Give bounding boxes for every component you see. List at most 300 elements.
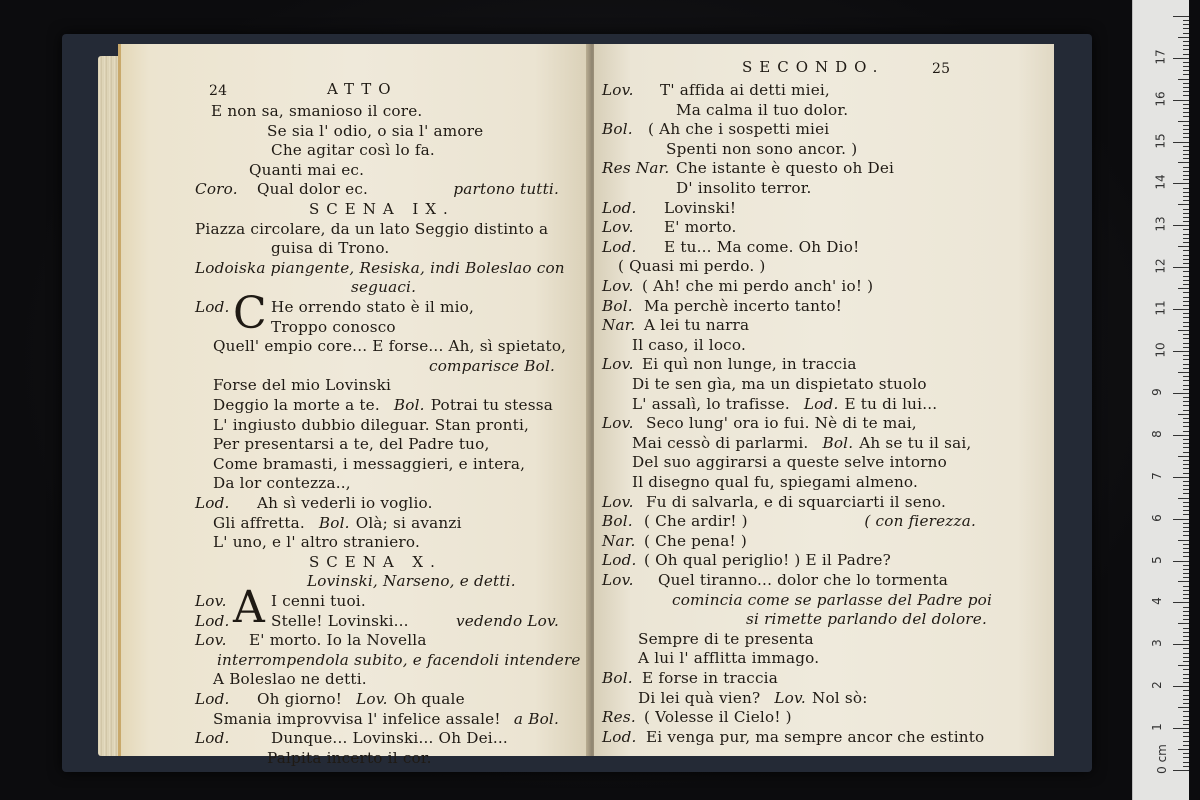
ruler-tick <box>1183 573 1189 574</box>
speaker-label: Lod. <box>602 237 637 256</box>
ruler-tick <box>1183 443 1189 444</box>
stage-direction: ( con fierezza. <box>864 512 976 531</box>
ruler-tick <box>1178 707 1189 708</box>
ruler-tick <box>1183 741 1189 742</box>
ruler-tick <box>1183 301 1189 302</box>
speaker-label: Nar. <box>602 531 636 550</box>
ruler-tick <box>1183 594 1189 595</box>
ruler-number: 5 <box>1149 555 1164 564</box>
ruler-tick <box>1183 238 1189 239</box>
speaker-label: Bol. <box>602 512 633 531</box>
stage-direction: seguaci. <box>351 278 417 297</box>
ruler-tick <box>1183 74 1189 75</box>
ruler-tick <box>1183 720 1189 721</box>
ruler-tick <box>1183 297 1189 298</box>
ruler-tick <box>1183 137 1189 138</box>
ruler-tick <box>1178 498 1189 499</box>
ruler-tick <box>1183 674 1189 675</box>
verse-line: Ah se tu il sai, <box>859 433 972 452</box>
ruler-tick <box>1183 347 1189 348</box>
ruler-tick <box>1173 519 1189 520</box>
ruler-tick <box>1183 221 1189 222</box>
ruler-tick <box>1183 661 1189 662</box>
ruler-tick <box>1183 410 1189 411</box>
verse-line: Forse del mio Lovinski <box>213 376 392 395</box>
verse-line: Che agitar così lo fa. <box>271 141 435 160</box>
verse-line: ( Ah! che mi perdo anch' io! ) <box>642 277 874 295</box>
verse-line: Come bramasti, i messaggieri, e intera, <box>213 454 526 473</box>
verse-line: Che istante è questo oh Dei <box>676 159 895 178</box>
ruler-tick <box>1183 154 1189 155</box>
ruler-tick <box>1183 338 1189 339</box>
ruler-tick <box>1173 477 1189 478</box>
verse-line: Di lei quà vien? <box>638 688 761 707</box>
ruler-tick <box>1183 745 1189 746</box>
ruler-tick <box>1183 724 1189 725</box>
verse-line: Da lor contezza.., <box>213 474 351 493</box>
verse-line: Ei venga pur, ma sempre ancor che estinto <box>646 727 985 746</box>
ruler-tick <box>1178 414 1189 415</box>
verse-line: A lei tu narra <box>644 316 750 335</box>
ruler-tick <box>1183 158 1189 159</box>
ruler-tick <box>1173 225 1189 226</box>
ruler-tick <box>1183 736 1189 737</box>
ruler-tick <box>1178 330 1189 331</box>
ruler-tick <box>1183 699 1189 700</box>
speaker-label: Bol. <box>822 433 854 452</box>
ruler-number: 7 <box>1149 471 1164 480</box>
ruler-tick <box>1183 95 1189 96</box>
ruler-tick <box>1183 397 1189 398</box>
ruler-tick <box>1183 255 1189 256</box>
ruler-tick <box>1183 83 1189 84</box>
ruler-tick <box>1173 183 1189 184</box>
ruler-tick <box>1183 757 1189 758</box>
speaker-label: Bol. <box>602 120 633 139</box>
speaker-label: Lov. <box>356 690 388 708</box>
ruler-number: 17 <box>1153 49 1168 65</box>
ruler-unit-label: 0 cm <box>1154 744 1169 774</box>
ruler-tick <box>1178 288 1189 289</box>
ruler-tick <box>1173 644 1189 645</box>
ruler-tick <box>1178 749 1189 750</box>
ruler-tick <box>1183 326 1189 327</box>
right-page <box>594 44 1054 756</box>
ruler-tick <box>1183 703 1189 704</box>
ruler-tick <box>1183 569 1189 570</box>
ruler-tick <box>1183 468 1189 469</box>
ruler-tick <box>1178 162 1189 163</box>
stage-direction: partono tutti. <box>453 180 559 199</box>
page-number: 24 <box>209 83 228 99</box>
verse-line: Quanti mai ec. <box>249 160 365 179</box>
verse-line: Olà; si avanzi <box>355 513 462 532</box>
stage-direction: Lodoiska piangente, Resiska, indi Boleslao con <box>195 258 565 277</box>
speaker-label: Lod. <box>195 494 230 512</box>
verse-line: Ei quì non lunge, in traccia <box>642 355 857 374</box>
ruler-tick <box>1173 16 1189 17</box>
ruler-tick <box>1183 213 1189 214</box>
drop-cap: C <box>233 288 267 339</box>
ruler-tick <box>1183 305 1189 306</box>
speaker-label: Lov. <box>195 631 227 650</box>
ruler-tick <box>1183 271 1189 272</box>
verse-line: L' ingiusto dubbio dileguar. Stan pronti, <box>213 415 530 434</box>
ruler-tick <box>1183 229 1189 230</box>
verse-line: Di te sen gìa, ma un dispietato stuolo <box>632 375 927 393</box>
ruler-tick <box>1183 334 1189 335</box>
ruler-tick <box>1183 439 1189 440</box>
ruler-tick <box>1173 351 1189 352</box>
verse-line: Seco lung' ora io fui. Nè di te mai, <box>646 414 917 433</box>
verse-line: Il disegno qual fu, spiegami almeno. <box>632 473 919 491</box>
ruler-tick <box>1183 506 1189 507</box>
verse-line: Ma perchè incerto tanto! <box>644 296 843 315</box>
stage-direction: interrompendola subito, e facendoli intendere <box>217 650 581 669</box>
ruler-tick <box>1183 355 1189 356</box>
ruler-tick <box>1183 217 1189 218</box>
ruler-tick <box>1183 259 1189 260</box>
verse-line: Lovinski! <box>664 198 737 217</box>
ruler-tick <box>1183 422 1189 423</box>
running-head: ATTO <box>327 80 398 98</box>
verse-line: Qual dolor ec. <box>257 180 369 199</box>
verse-line: Sempre di te presenta <box>638 629 814 648</box>
ruler-tick <box>1183 678 1189 679</box>
ruler-tick <box>1183 41 1189 42</box>
ruler-tick <box>1183 762 1189 763</box>
verse-line: Oh quale <box>393 690 465 708</box>
verse-line: Del suo aggirarsi a queste selve intorno <box>632 453 947 472</box>
ruler-tick <box>1183 200 1189 201</box>
ruler-tick <box>1183 87 1189 88</box>
verse-line: ( Volesse il Cielo! ) <box>644 708 792 727</box>
ruler-tick <box>1183 292 1189 293</box>
ruler-tick <box>1183 489 1189 490</box>
speaker-label: Nar. <box>602 316 636 335</box>
ruler-number: 4 <box>1149 597 1164 606</box>
ruler-tick <box>1173 309 1189 310</box>
ruler-tick <box>1183 611 1189 612</box>
speaker-label: Lov. <box>602 492 634 511</box>
speaker-label: Bol. <box>602 669 633 687</box>
verse-line: ( Ah che i sospetti miei <box>648 120 830 139</box>
ruler-tick <box>1183 565 1189 566</box>
ruler-tick <box>1183 125 1189 126</box>
ruler-tick <box>1183 209 1189 210</box>
ruler-tick <box>1183 753 1189 754</box>
speaker-label: Lov. <box>602 571 634 589</box>
verse-line: Se sia l' odio, o sia l' amore <box>267 121 484 140</box>
verse-line: Gli affretta. <box>213 513 305 532</box>
ruler-tick <box>1183 523 1189 524</box>
ruler-tick <box>1183 452 1189 453</box>
ruler-tick <box>1183 276 1189 277</box>
verse-line: Ah sì vederli io voglio. <box>257 494 433 512</box>
ruler-tick <box>1178 665 1189 666</box>
speaker-label: Lod. <box>195 611 230 630</box>
verse-line: Palpita incerto il cor. <box>267 748 432 767</box>
ruler-number: 10 <box>1153 342 1168 358</box>
ruler-tick <box>1183 280 1189 281</box>
ruler-tick <box>1183 133 1189 134</box>
page-number: 25 <box>932 61 951 77</box>
ruler-tick <box>1173 267 1189 268</box>
ruler-tick <box>1173 393 1189 394</box>
ruler-tick <box>1183 732 1189 733</box>
ruler-tick <box>1183 70 1189 71</box>
ruler-tick <box>1178 456 1189 457</box>
verse-line: Mai cessò di parlarmi. <box>632 433 809 452</box>
ruler-tick <box>1178 623 1189 624</box>
ruler-tick <box>1183 343 1189 344</box>
speaker-label: Lov. <box>602 277 634 295</box>
ruler-tick <box>1183 447 1189 448</box>
ruler-tick <box>1183 632 1189 633</box>
ruler-tick <box>1173 142 1189 143</box>
running-head: SECONDO. <box>742 58 885 76</box>
ruler-tick <box>1183 49 1189 50</box>
verse-line: Spenti non sono ancor. ) <box>666 139 858 158</box>
ruler-tick <box>1183 192 1189 193</box>
left-page <box>118 44 591 767</box>
ruler-tick <box>1183 628 1189 629</box>
speaker-label: Res. <box>602 708 636 727</box>
ruler-tick <box>1183 167 1189 168</box>
ruler-tick <box>1183 368 1189 369</box>
ruler-tick <box>1178 246 1189 247</box>
verse-line: Stelle! Lovinski... <box>271 611 409 630</box>
verse-line: Smania improvvisa l' infelice assale! <box>213 709 501 728</box>
ruler-tick <box>1183 653 1189 654</box>
ruler-tick <box>1178 540 1189 541</box>
ruler-tick <box>1183 317 1189 318</box>
ruler-tick <box>1183 179 1189 180</box>
stage-direction: vedendo Lov. <box>456 611 559 630</box>
ruler-tick <box>1183 150 1189 151</box>
ruler-tick <box>1183 359 1189 360</box>
speaker-label: Lov. <box>774 688 806 707</box>
ruler-tick <box>1183 250 1189 251</box>
ruler-tick <box>1183 234 1189 235</box>
ruler-tick <box>1173 602 1189 603</box>
ruler-number: 13 <box>1153 216 1168 232</box>
ruler-tick <box>1183 598 1189 599</box>
ruler-tick <box>1173 728 1189 729</box>
ruler-tick <box>1183 615 1189 616</box>
verse-line: Deggio la morte a te. <box>213 396 380 414</box>
ruler-number: 6 <box>1149 513 1164 522</box>
verse-line: D' insolito terror. <box>676 179 812 197</box>
ruler-tick <box>1183 385 1189 386</box>
speaker-label: Bol. <box>318 513 350 532</box>
ruler-tick <box>1178 372 1189 373</box>
ruler-tick <box>1183 695 1189 696</box>
ruler-tick <box>1183 104 1189 105</box>
ruler-tick <box>1183 460 1189 461</box>
stage-direction: si rimette parlando del dolore. <box>746 610 987 629</box>
speaker-label: Lod. <box>602 198 637 217</box>
ruler-tick <box>1183 648 1189 649</box>
ruler-tick <box>1183 619 1189 620</box>
verse-line: A Boleslao ne detti. <box>213 670 367 689</box>
ruler-tick <box>1183 171 1189 172</box>
ruler-tick <box>1183 263 1189 264</box>
ruler-tick <box>1178 204 1189 205</box>
ruler-number: 15 <box>1153 132 1168 149</box>
speaker-label: Lod. <box>195 298 230 316</box>
ruler-tick <box>1183 586 1189 587</box>
ruler-tick <box>1183 640 1189 641</box>
ruler-tick <box>1183 548 1189 549</box>
ruler-tick <box>1183 108 1189 109</box>
verse-line: Nol sò: <box>811 688 868 707</box>
ruler-tick <box>1183 20 1189 21</box>
verse-line: E non sa, smanioso il core. <box>211 102 423 120</box>
ruler-tick <box>1183 54 1189 55</box>
ruler-tick <box>1183 481 1189 482</box>
verse-line: ( Quasi mi perdo. ) <box>618 257 766 276</box>
ruler-tick <box>1183 552 1189 553</box>
verse-line: Piazza circolare, da un lato Seggio distinto a <box>195 219 549 238</box>
ruler-tick <box>1183 682 1189 683</box>
ruler-tick <box>1183 711 1189 712</box>
ruler-tick <box>1183 514 1189 515</box>
stage-direction: comincia come se parlasse del Padre poi <box>672 590 993 609</box>
stage-direction: a Bol. <box>513 709 559 728</box>
verse-line: Per presentarsi a te, del Padre tuo, <box>213 435 490 454</box>
verse-line: Ma calma il tuo dolor. <box>676 100 849 119</box>
verse-line: Quell' empio core... E forse... Ah, sì spietato, <box>213 337 567 356</box>
ruler-tick <box>1183 716 1189 717</box>
verse-line: L' uno, e l' altro straniero. <box>213 533 420 552</box>
verse-line: E tu di lui... <box>844 394 938 413</box>
verse-line: Oh giorno! <box>257 690 343 708</box>
ruler-tick <box>1183 364 1189 365</box>
ruler-tick <box>1183 389 1189 390</box>
ruler-tick <box>1183 66 1189 67</box>
verse-line: L' assalì, lo trafisse. <box>632 394 790 413</box>
speaker-label: Res Nar. <box>602 159 670 178</box>
ruler-tick <box>1183 690 1189 691</box>
ruler-tick <box>1173 435 1189 436</box>
ruler-number: 16 <box>1153 90 1168 107</box>
ruler-number: 8 <box>1149 429 1164 438</box>
ruler-tick <box>1183 175 1189 176</box>
verse-line: E tu... Ma come. Oh Dio! <box>664 237 860 256</box>
ruler-number: 9 <box>1149 388 1164 396</box>
verse-line: Fu di salvarla, e di squarciarti il seno. <box>646 492 947 511</box>
ruler-tick <box>1183 636 1189 637</box>
scene-heading: SCENA IX. <box>309 200 455 218</box>
ruler-tick <box>1183 405 1189 406</box>
ruler-tick <box>1183 116 1189 117</box>
ruler-tick <box>1173 58 1189 59</box>
stage-direction: Lovinski, Narseno, e detti. <box>307 572 516 591</box>
ruler-tick <box>1183 313 1189 314</box>
ruler-tick <box>1183 766 1189 767</box>
ruler-tick <box>1183 535 1189 536</box>
ruler-tick <box>1183 418 1189 419</box>
verse-line: Potrai tu stessa <box>430 396 553 414</box>
ruler-number: 1 <box>1149 723 1164 731</box>
ruler-tick <box>1183 426 1189 427</box>
speaker-label: Lod. <box>602 551 637 570</box>
speaker-label: Bol. <box>393 396 425 414</box>
ruler-tick <box>1178 37 1189 38</box>
ruler-tick <box>1183 45 1189 46</box>
ruler-tick <box>1183 431 1189 432</box>
verse-line: T' affida ai detti miei, <box>660 81 830 99</box>
ruler-tick <box>1183 510 1189 511</box>
ruler-number: 3 <box>1149 639 1164 648</box>
drop-cap: A <box>233 582 265 633</box>
scene-heading: SCENA X. <box>309 552 442 571</box>
ruler-number: 11 <box>1153 300 1168 316</box>
ruler-tick <box>1183 24 1189 25</box>
ruler-tick <box>1183 401 1189 402</box>
verse-line: E' morto. <box>664 218 737 237</box>
verse-line: Il caso, il loco. <box>632 335 746 354</box>
speaker-label: Lov. <box>602 81 634 99</box>
speaker-label: Lov. <box>602 414 634 433</box>
verse-line: A lui l' afflitta immago. <box>638 649 820 668</box>
ruler-tick <box>1183 129 1189 130</box>
ruler-tick <box>1173 770 1189 771</box>
verse-line: He orrendo stato è il mio, <box>271 298 475 316</box>
ruler-tick <box>1183 493 1189 494</box>
ruler-tick <box>1183 380 1189 381</box>
ruler-tick <box>1178 79 1189 80</box>
ruler-tick <box>1183 464 1189 465</box>
ruler-tick <box>1183 556 1189 557</box>
ruler-tick <box>1183 28 1189 29</box>
ruler-tick <box>1183 527 1189 528</box>
verse-line: E' morto. Io la Novella <box>249 631 427 650</box>
ruler-tick <box>1183 657 1189 658</box>
speaker-label: Lod. <box>602 727 637 746</box>
verse-line: ( Oh qual periglio! ) E il Padre? <box>644 551 891 570</box>
ruler-tick <box>1183 284 1189 285</box>
ruler-tick <box>1178 121 1189 122</box>
verse-line: Quel tiranno... dolor che lo tormenta <box>658 571 949 589</box>
ruler-tick <box>1183 196 1189 197</box>
speaker-label: Lov. <box>602 355 634 374</box>
speaker-label: Lod. <box>195 729 230 748</box>
ruler-number: 14 <box>1153 174 1168 191</box>
ruler-tick <box>1183 577 1189 578</box>
ruler-tick <box>1183 590 1189 591</box>
ruler-tick <box>1183 242 1189 243</box>
stage-direction: comparisce Bol. <box>429 356 556 375</box>
ruler-tick <box>1183 531 1189 532</box>
speaker-label: Lod. <box>803 394 839 413</box>
verse-line: Dunque... Lovinski... Oh Dei... <box>271 729 508 748</box>
ruler-tick <box>1178 581 1189 582</box>
ruler-tick <box>1173 686 1189 687</box>
ruler-tick <box>1183 376 1189 377</box>
ruler-tick <box>1183 62 1189 63</box>
ruler-number: 12 <box>1153 258 1168 274</box>
ruler-tick <box>1183 91 1189 92</box>
measuring-ruler <box>1132 0 1189 800</box>
ruler-tick <box>1183 188 1189 189</box>
verse-line: ( Che ardir! ) <box>644 512 748 531</box>
speaker-label: Lod. <box>195 690 230 708</box>
ruler-tick <box>1183 502 1189 503</box>
ruler-tick <box>1183 669 1189 670</box>
ruler-number: 2 <box>1149 681 1164 690</box>
